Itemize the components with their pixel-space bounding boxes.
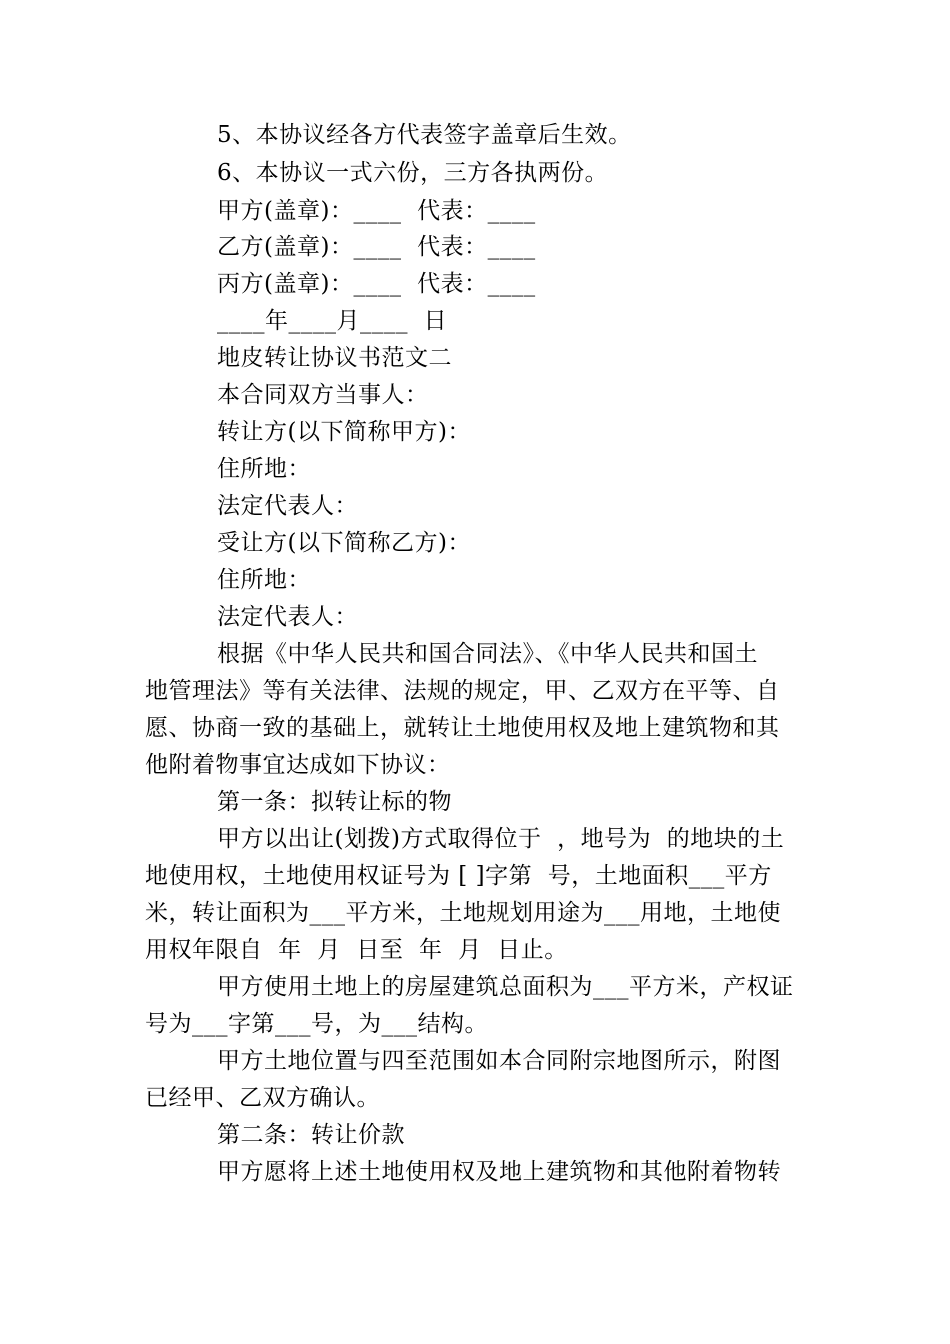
preamble-line-1: 根据《中华人民共和国合同法》、《中华人民共和国土 (217, 641, 758, 667)
article-1-para-3-line-2: 已经甲、乙双方确认。 (145, 1085, 380, 1111)
article-1-para-1-line-4: 用权年限自 年 月 日至 年 月 日止。 (145, 937, 568, 963)
party-a-signature-line: 甲方(盖章)：____ 代表：____ (217, 198, 536, 224)
section-title: 地皮转让协议书范文二 (217, 345, 452, 371)
article-1-heading: 第一条：拟转让标的物 (217, 789, 452, 815)
preamble-line-4: 他附着物事宜达成如下协议： (145, 752, 451, 778)
preamble-line-2: 地管理法》等有关法律、法规的规定，甲、乙双方在平等、自 (145, 678, 780, 704)
transferee-representative: 法定代表人： (217, 604, 358, 630)
transferor-line: 转让方(以下简称甲方)： (217, 419, 471, 445)
article-1-para-1-line-1: 甲方以出让(划拨)方式取得位于 ，地号为 的地块的土 (217, 826, 785, 852)
article-2-heading: 第二条：转让价款 (217, 1122, 405, 1148)
preamble-line-3: 愿、协商一致的基础上，就转让土地使用权及地上建筑物和其 (145, 715, 780, 741)
article-1-para-2-line-1: 甲方使用土地上的房屋建筑总面积为___平方米，产权证 (217, 974, 794, 1000)
article-1-para-2-line-2: 号为___字第___号，为___结构。 (145, 1011, 488, 1037)
transferor-address: 住所地： (217, 456, 311, 482)
clause-5: 5、本协议经各方代表签字盖章后生效。 (217, 122, 632, 148)
article-2-para-1-line-1: 甲方愿将上述土地使用权及地上建筑物和其他附着物转 (217, 1159, 781, 1185)
parties-heading: 本合同双方当事人： (217, 382, 429, 408)
party-c-signature-line: 丙方(盖章)：____ 代表：____ (217, 271, 536, 297)
transferee-line: 受让方(以下简称乙方)： (217, 530, 471, 556)
date-line: ____年____月____ 日 (217, 308, 448, 334)
transferor-representative: 法定代表人： (217, 493, 358, 519)
article-1-para-1-line-2: 地使用权，土地使用权证号为 [ ]字第 号，土地面积___平方 (145, 863, 772, 889)
article-1-para-1-line-3: 米，转让面积为___平方米，土地规划用途为___用地，土地使 (145, 900, 781, 926)
clause-6: 6、本协议一式六份，三方各执两份。 (217, 160, 609, 186)
transferee-address: 住所地： (217, 567, 311, 593)
article-1-para-3-line-1: 甲方土地位置与四至范围如本合同附宗地图所示，附图 (217, 1048, 781, 1074)
party-b-signature-line: 乙方(盖章)：____ 代表：____ (217, 234, 536, 260)
